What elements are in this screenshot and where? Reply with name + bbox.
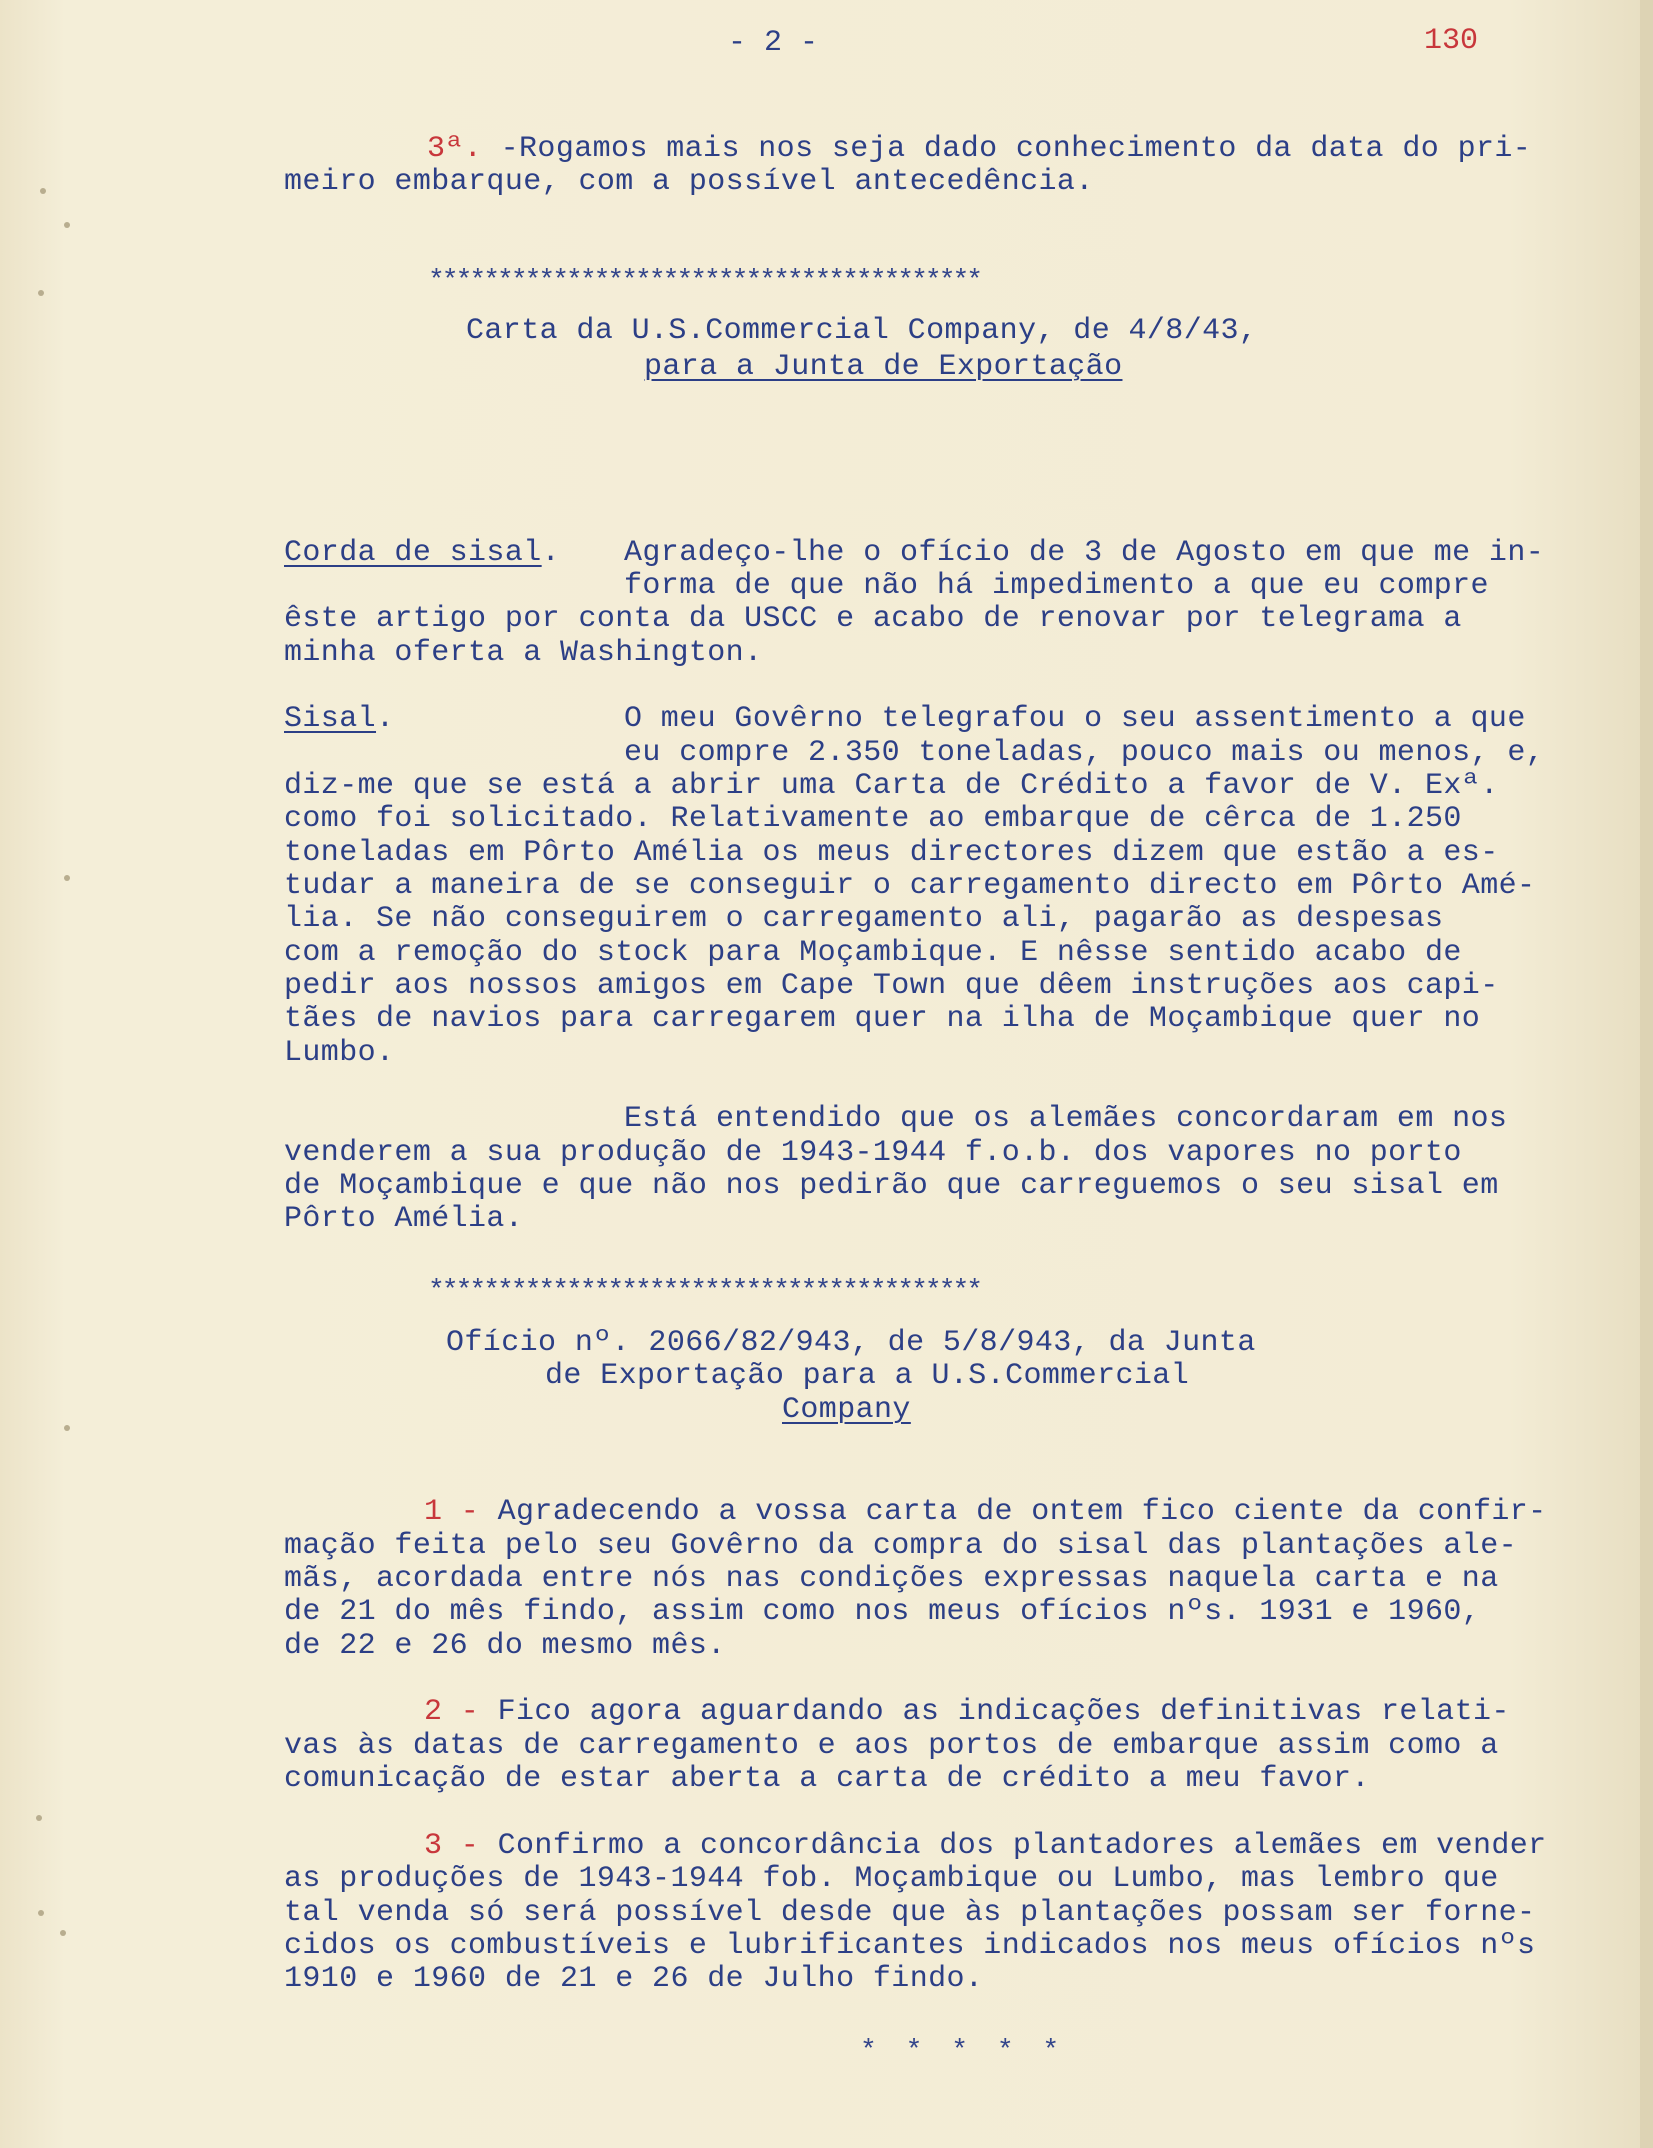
oficio-p3-line5: 1910 e 1960 de 21 e 26 de Julho findo.: [284, 1962, 984, 1996]
sisal-line2: eu compre 2.350 toneladas, pouco mais ou menos, e,: [624, 736, 1545, 770]
oficio-p1-line1: [424, 1495, 1547, 1529]
sisal-line6: tudar a maneira de se conseguir o carregamento directo em Pôrto Amé-: [284, 869, 1536, 903]
sisal-line3: diz-me que se está a abrir uma Carta de Crédito a favor de V. Exª.: [284, 769, 1499, 803]
sisal-line4: como foi solicitado. Relativamente ao embarque de cêrca de 1.250: [284, 802, 1462, 836]
oficio-p1-number: 1 -: [424, 1495, 480, 1529]
margin-mark: [64, 1425, 70, 1431]
oficio-p2-line2: vas às datas de carregamento e aos portos de embarque assim como a: [284, 1729, 1499, 1763]
corda-label-line: Corda de sisal.: [284, 536, 561, 570]
margin-mark: [64, 875, 70, 881]
sisal-line10: tães de navios para carregarem quer na ilha de Moçambique quer no: [284, 1002, 1481, 1036]
end-mark: * * * * *: [860, 2036, 1066, 2067]
letter-title-line1: Carta da U.S.Commercial Company, de 4/8/43,: [466, 314, 1258, 348]
item3-line2: meiro embarque, com a possível antecedência.: [284, 165, 1094, 199]
sisal-line9: pedir aos nossos amigos em Cape Town que dêem instruções aos capi-: [284, 969, 1499, 1003]
item3-text: -Rogamos mais nos seja dado conhecimento da data do pri-: [482, 132, 1532, 166]
oficio-p1-text: Agradecendo a vossa carta de ontem fico ciente da confir-: [479, 1495, 1547, 1529]
oficio-title-line3: Company: [782, 1393, 911, 1427]
folio-number: 130: [1424, 24, 1479, 58]
margin-mark: [64, 222, 70, 228]
letter-p3-line3: de Moçambique e que não nos pedirão que carreguemos o seu sisal em: [284, 1169, 1499, 1203]
sisal-label: Sisal: [284, 702, 377, 736]
sisal-line1: O meu Govêrno telegrafou o seu assentimento a que: [624, 702, 1526, 736]
letter-p3-line2: venderem a sua produção de 1943-1944 f.o.b. dos vapores no porto: [284, 1136, 1462, 1170]
oficio-p3-number: 3 -: [424, 1829, 480, 1863]
oficio-p2-line3: comunicação de estar aberta a carta de crédito a meu favor.: [284, 1762, 1370, 1796]
corda-line2: forma de que não há impedimento a que eu compre: [624, 569, 1489, 603]
corda-line3: êste artigo por conta da USCC e acabo de renovar por telegrama a: [284, 602, 1462, 636]
oficio-title-line1: Ofício nº. 2066/82/943, de 5/8/943, da Junta: [446, 1326, 1256, 1360]
letter-title-line2: para a Junta de Exportação: [644, 350, 1123, 384]
sisal-line11: Lumbo.: [284, 1036, 395, 1070]
sisal-line8: com a remoção do stock para Moçambique. E nêsse sentido acabo de: [284, 936, 1462, 970]
margin-mark: [38, 290, 44, 296]
separator-stars: ****************************************: [428, 266, 981, 297]
separator-stars: ****************************************: [428, 1276, 981, 1307]
margin-mark: [36, 1815, 42, 1821]
corda-label: Corda de sisal: [284, 536, 542, 570]
oficio-p1-line2: mação feita pelo seu Govêrno da compra do sisal das plantações ale-: [284, 1529, 1517, 1563]
oficio-p3-line4: cidos os combustíveis e lubrificantes indicados nos meus ofícios nºs: [284, 1929, 1536, 1963]
sisal-line7: lia. Se não conseguirem o carregamento ali, pagarão as despesas: [284, 902, 1444, 936]
paper-edge: [1640, 0, 1653, 2148]
letter-p3-line4: Pôrto Amélia.: [284, 1202, 524, 1236]
margin-mark: [40, 188, 46, 194]
oficio-p3-line2: as produções de 1943-1944 fob. Moçambique ou Lumbo, mas lembro que: [284, 1862, 1499, 1896]
item3-line1: [427, 132, 1531, 166]
oficio-p3-line1: [424, 1829, 1547, 1863]
letter-p3-line1: Está entendido que os alemães concordaram em nos: [624, 1102, 1508, 1136]
oficio-p2-number: 2 -: [424, 1695, 480, 1729]
oficio-p2-line1: [424, 1695, 1510, 1729]
margin-mark: [38, 1910, 44, 1916]
sisal-label-line: Sisal.: [284, 702, 395, 736]
oficio-p2-text: Fico agora aguardando as indicações definitivas relati-: [479, 1695, 1510, 1729]
item3-number: 3ª.: [427, 132, 483, 166]
oficio-p3-text: Confirmo a concordância dos plantadores alemães em vender: [479, 1829, 1547, 1863]
page-number: - 2 -: [728, 26, 819, 60]
corda-line1: Agradeço-lhe o ofício de 3 de Agosto em que me in-: [624, 536, 1545, 570]
oficio-p1-line3: mãs, acordada entre nós nas condições expressas naquela carta e na: [284, 1562, 1499, 1596]
oficio-p3-line3: tal venda só será possível desde que às plantações possam ser forne-: [284, 1896, 1536, 1930]
margin-mark: [60, 1930, 66, 1936]
oficio-p1-line4: de 21 do mês findo, assim como nos meus ofícios nºs. 1931 e 1960,: [284, 1595, 1481, 1629]
sisal-line5: toneladas em Pôrto Amélia os meus directores dizem que estão a es-: [284, 836, 1499, 870]
corda-line4: minha oferta a Washington.: [284, 636, 763, 670]
oficio-title-line2: de Exportação para a U.S.Commercial: [545, 1359, 1190, 1393]
oficio-p1-line5: de 22 e 26 do mesmo mês.: [284, 1629, 726, 1663]
